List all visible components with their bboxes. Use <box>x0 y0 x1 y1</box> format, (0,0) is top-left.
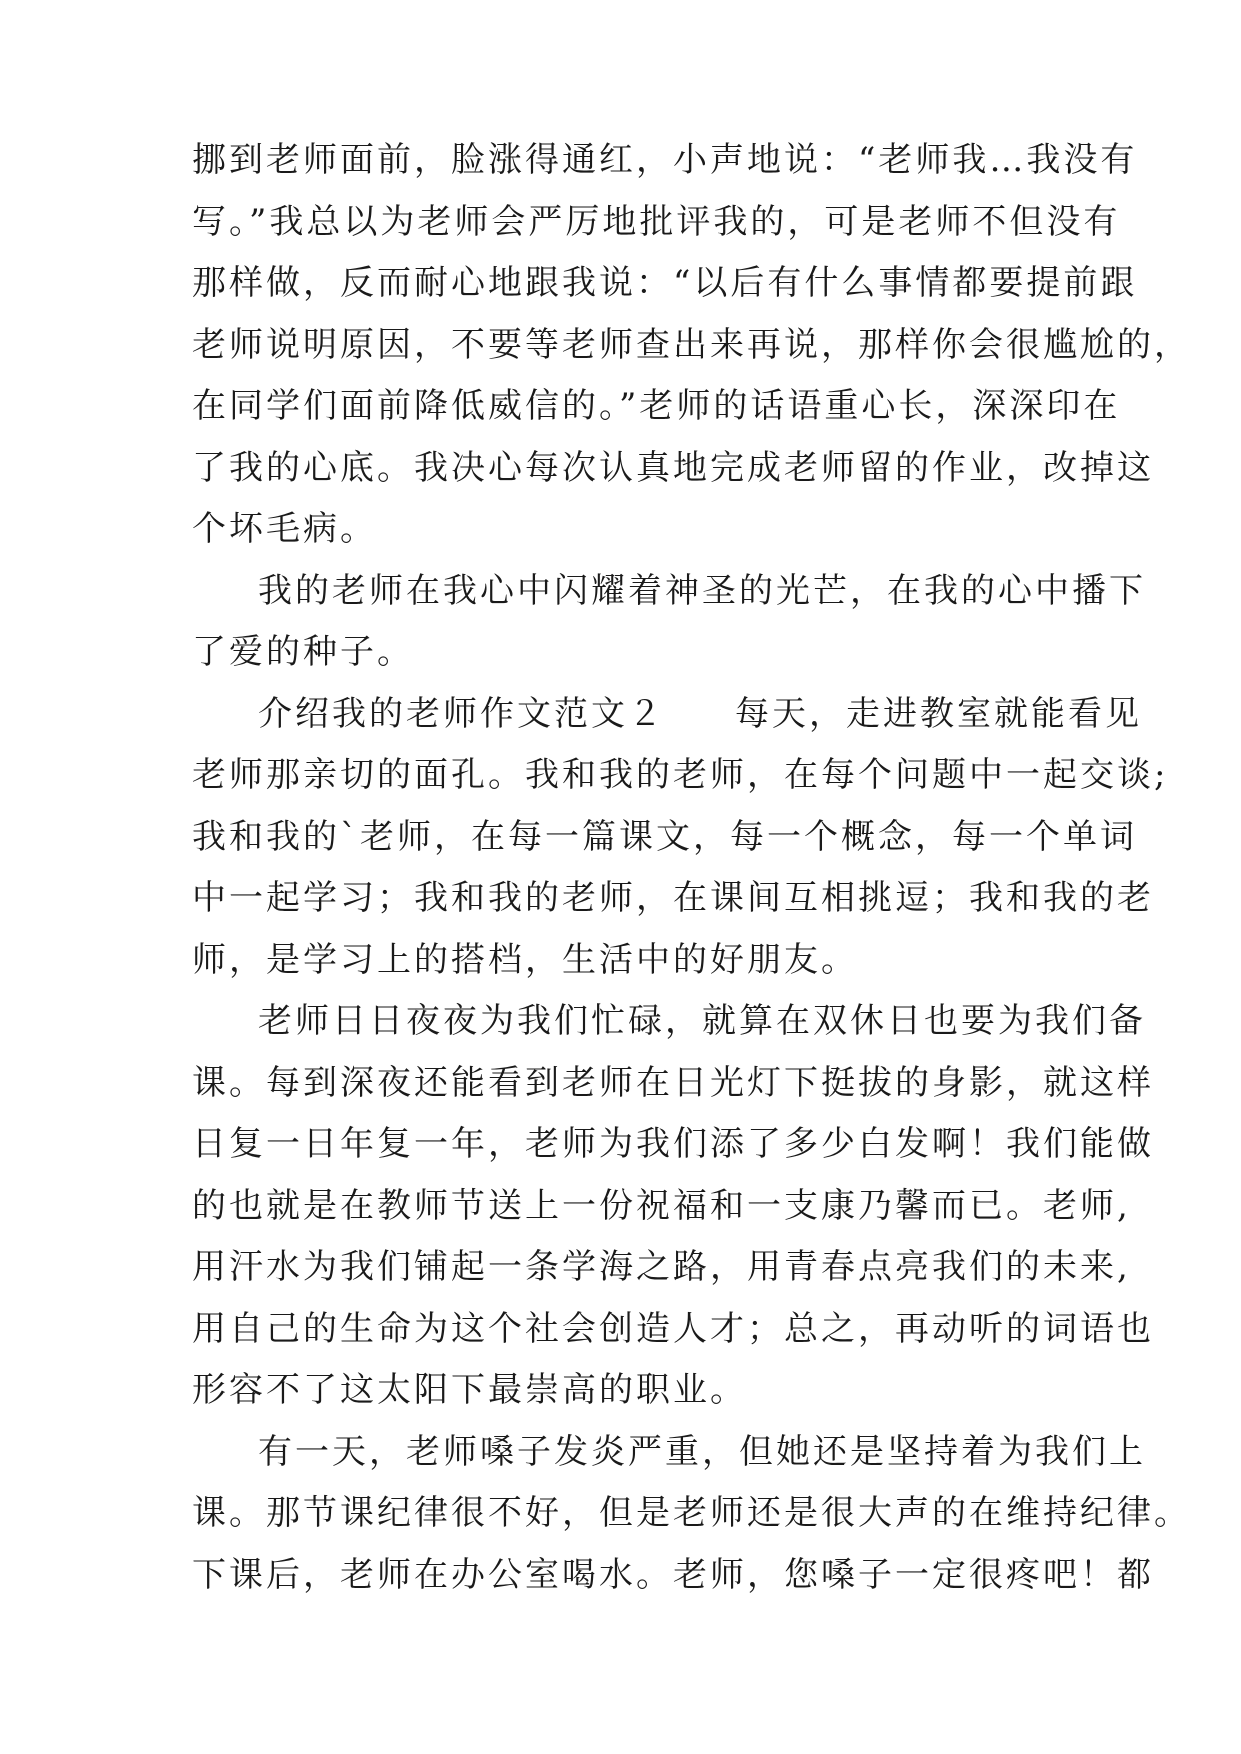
document-body <box>192 130 1191 1606</box>
text-line: 课。那节课纪律很不好，但是老师还是很大声的在维持纪律。 <box>192 1493 1191 1533</box>
text-line: 在同学们面前降低威信的。”老师的话语重心长，深深印在 <box>192 386 1121 426</box>
text-line: 下课后，老师在办公室喝水。老师，您嗓子一定很疼吧！都 <box>192 1554 1154 1595</box>
section-heading-line <box>192 684 1142 746</box>
text-line: 老师说明原因，不要等老师查出来再说，那样你会很尴尬的， <box>192 324 1191 365</box>
text-line: 每天，走进教室就能看见 <box>735 693 1142 734</box>
text-line: 用自己的生命为这个社会创造人才；总之，再动听的词语也 <box>192 1308 1154 1349</box>
text-line: 有一天，老师嗓子发炎严重，但她还是坚持着为我们上 <box>258 1431 1146 1472</box>
text-line: 老师那亲切的面孔。我和我的老师，在每个问题中一起交谈; <box>192 755 1169 795</box>
text-line: 日复一日年复一年，老师为我们添了多少白发啊！我们能做 <box>192 1124 1154 1164</box>
text-line: 个坏毛病。 <box>192 509 377 549</box>
text-line: 的也就是在教师节送上一份祝福和一支康乃馨而已。老师, <box>192 1185 1131 1226</box>
section-heading: 介绍我的老师作文范文２ <box>258 693 665 734</box>
text-line: 师，是学习上的搭档，生活中的好朋友。 <box>192 939 858 980</box>
text-line: 中一起学习；我和我的老师，在课间互相挑逗；我和我的老 <box>192 878 1154 918</box>
text-line: 老师日日夜夜为我们忙碌，就算在双休日也要为我们备 <box>258 1001 1146 1041</box>
text-line: 挪到老师面前，脸涨得通红，小声地说：“老师我…我没有 <box>192 140 1138 180</box>
text-line: 用汗水为我们铺起一条学海之路，用青春点亮我们的未来, <box>192 1247 1131 1287</box>
text-line: 了爱的种子。 <box>192 632 414 672</box>
text-line: 了我的心底。我决心每次认真地完成老师留的作业，改掉这 <box>192 447 1154 488</box>
text-line: 我的老师在我心中闪耀着神圣的光芒，在我的心中播下 <box>258 570 1146 611</box>
text-line: 我和我的`老师，在每一篇课文，每一个概念，每一个单词 <box>192 816 1137 857</box>
text-line: 那样做，反而耐心地跟我说：“以后有什么事情都要提前跟 <box>192 263 1138 303</box>
text-line: 形容不了这太阳下最崇高的职业。 <box>192 1370 747 1410</box>
text-line: 课。每到深夜还能看到老师在日光灯下挺拔的身影，就这样 <box>192 1062 1154 1103</box>
text-line: 写。”我总以为老师会严厉地批评我的，可是老师不但没有 <box>192 201 1121 242</box>
